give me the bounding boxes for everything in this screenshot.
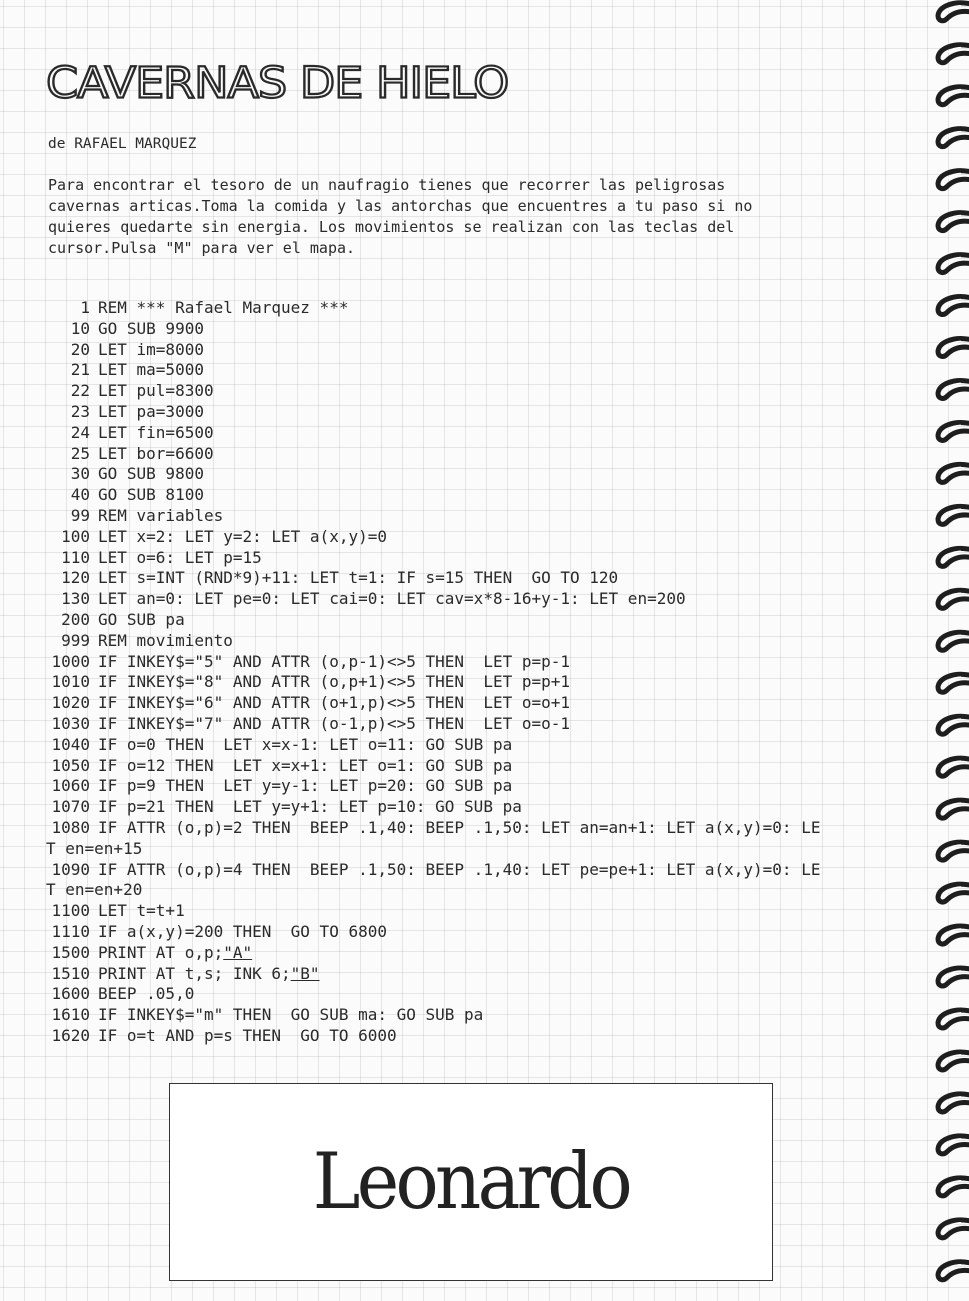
line-number: 24 [70, 422, 90, 442]
code-line [46, 402, 820, 423]
code-line [46, 860, 820, 881]
code-line [46, 631, 820, 652]
underlined-string: "B" [290, 963, 320, 983]
code-text: PRINT AT t,s; INK 6; [98, 963, 291, 983]
line-number: 1090 [51, 859, 90, 879]
line-number: 1600 [51, 984, 90, 1004]
line-number: 10 [70, 318, 90, 338]
line-number: 1000 [51, 651, 90, 671]
code-line [46, 444, 820, 465]
code-text: T en=en+20 [46, 880, 143, 900]
code-text: LET pul=8300 [98, 381, 214, 401]
code-line [46, 818, 820, 839]
code-line [46, 943, 820, 964]
line-number: 1620 [51, 1025, 90, 1045]
code-line [46, 693, 820, 714]
basic-listing [46, 298, 820, 1047]
author-byline: de RAFAEL MARQUEZ [48, 136, 197, 152]
logo-box [169, 1083, 773, 1281]
code-line [46, 756, 820, 777]
code-line [46, 714, 820, 735]
spiral-ring [938, 45, 969, 63]
line-number: 200 [61, 609, 90, 629]
spiral-ring [938, 1136, 969, 1154]
spiral-ring [938, 926, 969, 944]
code-text: LET im=8000 [98, 339, 204, 359]
line-number: 21 [70, 360, 90, 380]
code-line [46, 901, 820, 922]
page-title: CAVERNAS DE HIELO [46, 58, 509, 108]
code-text: IF ATTR (o,p)=2 THEN BEEP .1,40: BEEP .1,50: LET an=an+1: LET a(x,y)=0: LE [98, 817, 821, 837]
intro-line: cursor.Pulsa "M" para ver el mapa. [48, 239, 356, 257]
spiral-ring [938, 1178, 969, 1196]
code-text: IF INKEY$="m" THEN GO SUB ma: GO SUB pa [98, 1005, 484, 1025]
line-number: 120 [61, 568, 90, 588]
spiral-ring [938, 842, 969, 860]
spiral-ring [938, 339, 969, 357]
code-text: REM movimiento [98, 630, 233, 650]
code-text: REM variables [98, 505, 224, 525]
code-line [46, 589, 820, 610]
code-line [46, 464, 820, 485]
code-text: LET ma=5000 [98, 360, 204, 380]
code-line [46, 610, 820, 631]
code-text: IF INKEY$="7" AND ATTR (o-1,p)<>5 THEN LET o=o-1 [98, 713, 571, 733]
code-text: LET bor=6600 [98, 443, 214, 463]
code-line [46, 672, 820, 693]
spiral-ring [938, 716, 969, 734]
code-text: GO SUB 9900 [98, 318, 204, 338]
spiral-ring [938, 800, 969, 818]
spiral-ring [938, 297, 969, 315]
line-number: 130 [61, 589, 90, 609]
spiral-ring [938, 129, 969, 147]
spiral-ring [938, 464, 969, 482]
line-number: 110 [61, 547, 90, 567]
code-text: LET o=6: LET p=15 [98, 547, 262, 567]
line-number: 40 [70, 485, 90, 505]
code-text: LET t=t+1 [98, 901, 185, 921]
code-text: IF INKEY$="6" AND ATTR (o+1,p)<>5 THEN LET o=o+1 [98, 693, 571, 713]
line-number: 23 [70, 401, 90, 421]
code-text: PRINT AT o,p; [98, 942, 224, 962]
line-number: 1050 [51, 755, 90, 775]
line-number: 20 [70, 339, 90, 359]
code-line-continuation [46, 839, 820, 860]
line-number: 22 [70, 381, 90, 401]
spiral-ring [938, 968, 969, 986]
line-number: 99 [70, 505, 90, 525]
code-text: LET an=0: LET pe=0: LET cai=0: LET cav=x*8-16+y-1: LET en=200 [98, 589, 686, 609]
code-line [46, 1026, 820, 1047]
code-line [46, 922, 820, 943]
code-text: IF o=t AND p=s THEN GO TO 6000 [98, 1025, 397, 1045]
line-number: 30 [70, 464, 90, 484]
underlined-string: "A" [223, 942, 253, 962]
spiral-ring [938, 632, 969, 650]
intro-line: Para encontrar el tesoro de un naufragio tienes que recorrer las peligrosas [48, 176, 726, 194]
code-line [46, 506, 820, 527]
code-line [46, 298, 820, 319]
code-text: GO SUB pa [98, 609, 185, 629]
code-line [46, 381, 820, 402]
code-line [46, 652, 820, 673]
code-text: IF o=0 THEN LET x=x-1: LET o=11: GO SUB pa [98, 734, 513, 754]
intro-line: quieres quedarte sin energia. Los movimientos se realizan con las teclas del [48, 218, 735, 236]
leonardo-logo: Leonardo [312, 1137, 630, 1227]
spiral-ring [938, 1052, 969, 1070]
line-number: 25 [70, 443, 90, 463]
spiral-ring [938, 171, 969, 189]
code-text: REM *** Rafael Marquez *** [98, 298, 349, 317]
spiral-ring [938, 3, 969, 21]
spiral-ring [938, 381, 969, 399]
code-text: IF INKEY$="8" AND ATTR (o,p+1)<>5 THEN LET p=p+1 [98, 672, 571, 692]
line-number: 1080 [51, 817, 90, 837]
intro-line: cavernas articas.Toma la comida y las antorchas que encuentres a tu paso si no [48, 197, 753, 215]
code-text: LET x=2: LET y=2: LET a(x,y)=0 [98, 526, 387, 546]
line-number: 100 [61, 526, 90, 546]
line-number: 1 [80, 298, 90, 317]
code-text: IF p=21 THEN LET y=y+1: LET p=10: GO SUB pa [98, 797, 522, 817]
spiral-ring [938, 674, 969, 692]
spiral-ring [938, 506, 969, 524]
line-number: 1020 [51, 693, 90, 713]
code-text: IF o=12 THEN LET x=x+1: LET o=1: GO SUB pa [98, 755, 513, 775]
code-text: GO SUB 8100 [98, 485, 204, 505]
code-line [46, 1005, 820, 1026]
spiral-ring [938, 1220, 969, 1238]
code-text: LET s=INT (RND*9)+11: LET t=1: IF s=15 THEN GO TO 120 [98, 568, 619, 588]
line-number: 1040 [51, 734, 90, 754]
spiral-ring [938, 548, 969, 566]
code-line [46, 797, 820, 818]
spiral-ring [938, 1010, 969, 1028]
line-number: 1010 [51, 672, 90, 692]
line-number: 1100 [51, 901, 90, 921]
code-line [46, 984, 820, 1005]
spiral-ring [938, 884, 969, 902]
code-line [46, 485, 820, 506]
code-text: LET pa=3000 [98, 401, 204, 421]
spiral-ring [938, 213, 969, 231]
line-number: 1500 [51, 942, 90, 962]
code-line [46, 548, 820, 569]
spiral-binding [935, 0, 969, 1301]
line-number: 1060 [51, 776, 90, 796]
code-text: T en=en+15 [46, 838, 143, 858]
code-line [46, 568, 820, 589]
line-number: 999 [61, 630, 90, 650]
intro-paragraph [48, 175, 868, 259]
code-line [46, 527, 820, 548]
code-text: LET fin=6500 [98, 422, 214, 442]
spiral-ring [938, 87, 969, 105]
spiral-ring [938, 422, 969, 440]
code-line [46, 423, 820, 444]
spiral-ring [938, 590, 969, 608]
spiral-ring [938, 1094, 969, 1112]
spiral-ring [938, 255, 969, 273]
code-line-continuation [46, 880, 820, 901]
spiral-ring [938, 758, 969, 776]
code-text: IF INKEY$="5" AND ATTR (o,p-1)<>5 THEN LET p=p-1 [98, 651, 571, 671]
code-text: BEEP .05,0 [98, 984, 195, 1004]
code-text: IF ATTR (o,p)=4 THEN BEEP .1,50: BEEP .1,40: LET pe=pe+1: LET a(x,y)=0: LE [98, 859, 821, 879]
code-text: GO SUB 9800 [98, 464, 204, 484]
line-number: 1510 [51, 963, 90, 983]
code-line [46, 319, 820, 340]
line-number: 1030 [51, 713, 90, 733]
code-line [46, 776, 820, 797]
line-number: 1070 [51, 797, 90, 817]
spiral-ring [938, 1262, 969, 1280]
code-line [46, 360, 820, 381]
line-number: 1610 [51, 1005, 90, 1025]
line-number: 1110 [51, 921, 90, 941]
code-text: IF p=9 THEN LET y=y-1: LET p=20: GO SUB pa [98, 776, 513, 796]
code-line [46, 735, 820, 756]
code-line [46, 964, 820, 985]
code-text: IF a(x,y)=200 THEN GO TO 6800 [98, 921, 387, 941]
code-line [46, 340, 820, 361]
